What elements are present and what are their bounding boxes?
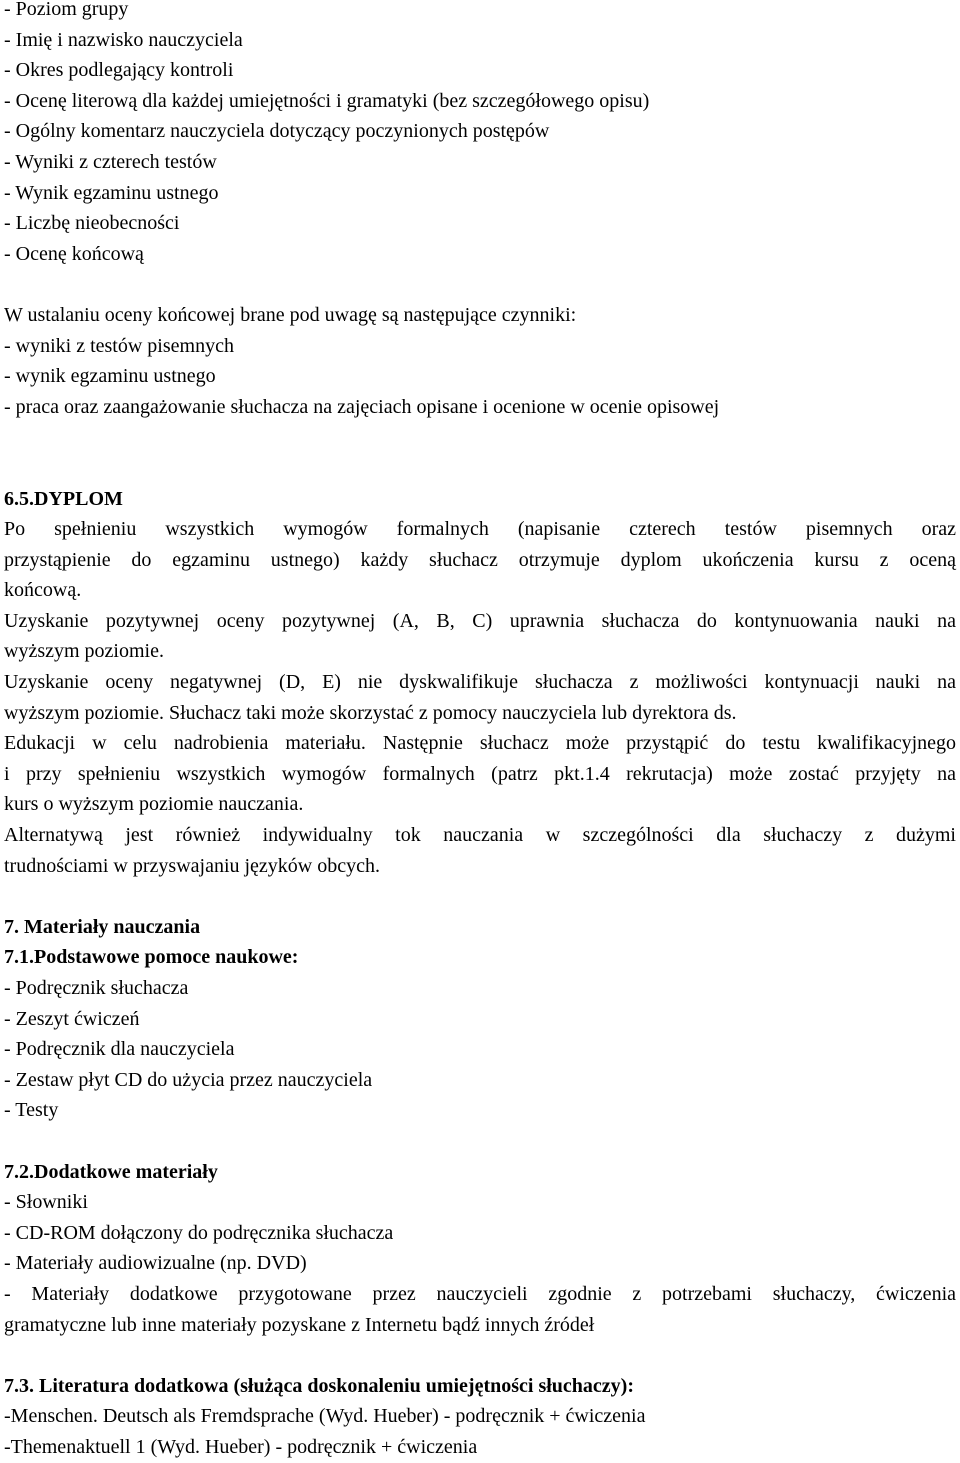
- paragraph-line: Alternatywą jest również indywidualny tok nauczania w szczególności dla słuchaczy z dużymi: [4, 824, 956, 847]
- section-heading: 7. Materiały nauczania: [4, 915, 201, 938]
- paragraph-line: wyższym poziomie.: [4, 640, 164, 663]
- spacer: [4, 1126, 956, 1157]
- subsection-heading: 7.3. Literatura dodatkowa (służąca doskonaleniu umiejętności słuchaczy):: [4, 1374, 634, 1397]
- section-heading: 6.5.DYPLOM: [4, 487, 123, 510]
- paragraph-line: przystąpienie do egzaminu ustnego) każdy słuchacz otrzymuje dyplom ukończenia kursu z oceną: [4, 548, 956, 571]
- list-item: - Ocenę literową dla każdej umiejętności i gramatyki (bez szczegółowego opisu): [4, 89, 650, 112]
- spacer: [4, 881, 956, 912]
- paragraph-line: Edukacji w celu nadrobienia materiału. Następnie słuchacz może przystąpić do testu kwalifikacyjnego: [4, 732, 956, 755]
- list-item: - Podręcznik słuchacza: [4, 977, 189, 999]
- list-item: - Zestaw płyt CD do użycia przez nauczyciela: [4, 1068, 373, 1091]
- list-item: - Liczbę nieobecności: [4, 212, 180, 235]
- list-item: - Materiały dodatkowe przygotowane przez nauczycieli zgodnie z potrzebami słuchaczy, ćwiczenia: [4, 1282, 956, 1305]
- list-item: - Imię i nazwisko nauczyciela: [4, 28, 243, 51]
- spacer: [4, 269, 956, 300]
- list-item-continuation: gramatyczne lub inne materiały pozyskane z Internetu bądź innych źródeł: [4, 1313, 595, 1336]
- paragraph-line: i przy spełnieniu wszystkich wymogów formalnych (patrz pkt.1.4 rekrutacja) może zostać przyjęty na: [4, 762, 956, 785]
- paragraph-line: Uzyskanie pozytywnej oceny pozytywnej (A, B, C) uprawnia słuchacza do kontynuowania nauki na: [4, 609, 956, 632]
- list-item: - Zeszyt ćwiczeń: [4, 1007, 140, 1030]
- list-item: - Ogólny komentarz nauczyciela dotyczący poczynionych postępów: [4, 120, 550, 143]
- spacer: [4, 422, 956, 483]
- list-item: - praca oraz zaangażowanie słuchacza na zajęciach opisane i ocenione w ocenie opisowej: [4, 395, 720, 418]
- list-item: - Wynik egzaminu ustnego: [4, 181, 219, 204]
- list-item: - Materiały audiowizualne (np. DVD): [4, 1252, 307, 1275]
- paragraph-line: kurs o wyższym poziomie nauczania.: [4, 793, 304, 816]
- list-item: -Menschen. Deutsch als Fremdsprache (Wyd. Hueber) - podręcznik + ćwiczenia: [4, 1405, 646, 1428]
- list-item: - wyniki z testów pisemnych: [4, 334, 234, 357]
- subsection-heading: 7.1.Podstawowe pomoce naukowe:: [4, 946, 299, 969]
- list-item: - Wyniki z czterech testów: [4, 150, 217, 173]
- paragraph-line: Uzyskanie oceny negatywnej (D, E) nie dyskwalifikuje słuchacza z możliwości kontynuacji nauki na: [4, 671, 956, 694]
- subsection-heading: 7.2.Dodatkowe materiały: [4, 1160, 218, 1183]
- list-item: - wynik egzaminu ustnego: [4, 365, 216, 388]
- report-contents-list: [4, 0, 956, 269]
- paragraph-line: Po spełnieniu wszystkich wymogów formalnych (napisanie czterech testów pisemnych oraz: [4, 518, 956, 541]
- list-item: -Themenaktuell 1 (Wyd. Hueber) - podręcznik + ćwiczenia: [4, 1435, 478, 1458]
- paragraph-line: końcową.: [4, 579, 82, 602]
- final-grade-section: [4, 300, 956, 422]
- list-item: - Okres podlegający kontroli: [4, 59, 234, 82]
- list-item: - Poziom grupy: [4, 0, 129, 20]
- paragraph-line: trudnościami w przyswajaniu języków obcych.: [4, 854, 381, 877]
- list-item: - Słowniki: [4, 1191, 88, 1214]
- list-item: - Ocenę końcową: [4, 242, 144, 265]
- spacer: [4, 1340, 956, 1371]
- final-grade-intro: W ustalaniu oceny końcowej brane pod uwagę są następujące czynniki:: [4, 303, 577, 326]
- list-item: - Podręcznik dla nauczyciela: [4, 1038, 235, 1061]
- list-item: - CD-ROM dołączony do podręcznika słuchacza: [4, 1221, 394, 1244]
- materials-section: [4, 912, 956, 1463]
- paragraph-line: wyższym poziomie. Słuchacz taki może skorzystać z pomocy nauczyciela lub dyrektora ds.: [4, 701, 737, 724]
- list-item: - Testy: [4, 1099, 59, 1122]
- diploma-section: [4, 484, 956, 882]
